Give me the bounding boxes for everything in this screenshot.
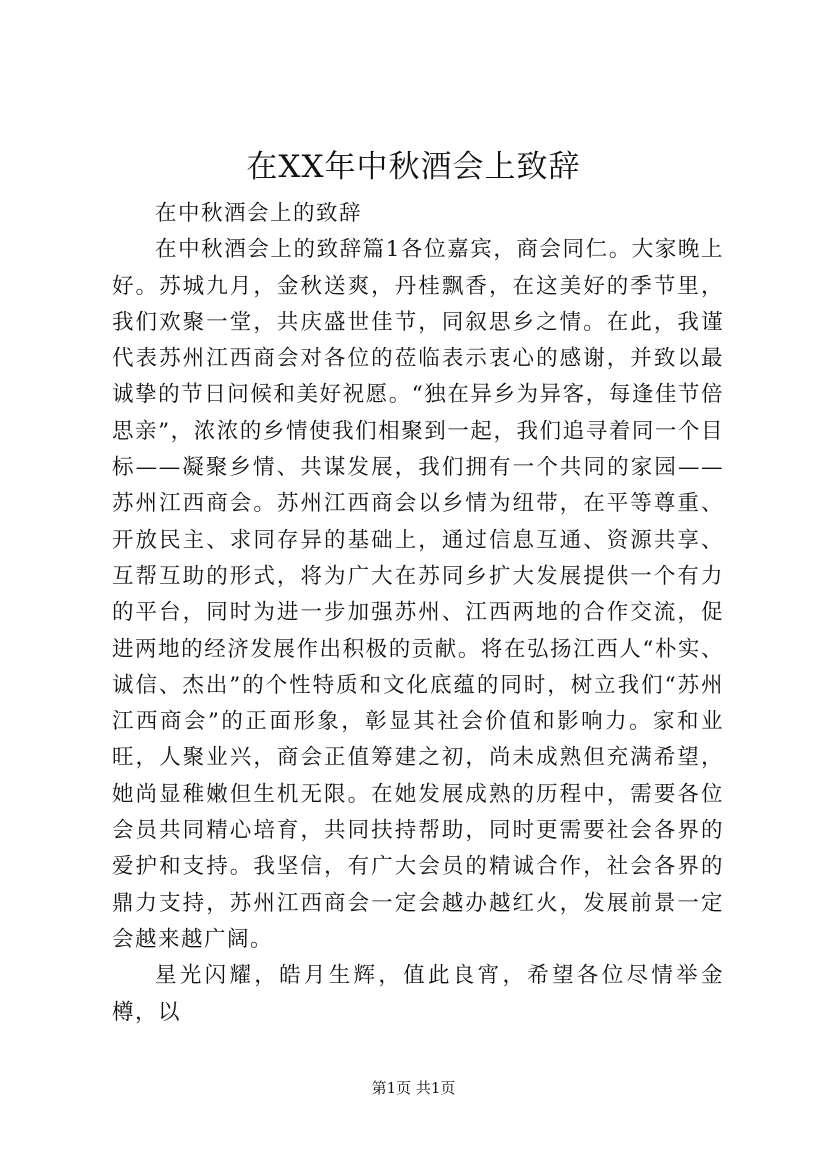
body-paragraph-2: 星光闪耀，皓月生辉，值此良宵，希望各位尽情举金樽，以 xyxy=(112,963,724,1025)
body-paragraph-1: 在中秋酒会上的致辞篇1各位嘉宾，商会同仁。大家晚上好。苏城九月，金秋送爽，丹桂飘香，在这美好的季节里，我们欢聚一堂，共庆盛世佳节，同叙思乡之情。在此，我谨代表苏州江西商会对各位的莅临表示衷心的感谢，并致以最诚挚的节日问候和美好祝愿。“独在异乡为异客，每逢佳节倍思亲”，浓浓的乡情使我们相聚到一起，我们追寻着同一个目标——凝聚乡情、共谋发展，我们拥有一个共同的家园——苏州江西商会。苏州江西商会以乡情为纽带，在平等尊重、开放民主、求同存异的基础上，通过信息互通、资源共享、互帮互助的形式，将为广大在苏同乡扩大发展提供一个有力的平台，同时为进一步加强苏州、江西两地的合作交流，促进两地的经济发展作出积极的贡献。将在弘扬江西人“朴实、诚信、杰出”的个性特质和文化底蕴的同时，树立我们“苏州江西商会”的正面形象，彰显其社会价值和影响力。家和业旺，人聚业兴，商会正值筹建之初，尚未成熟但充满希望，她尚显稚嫩但生机无限。在她发展成熟的历程中，需要各位会员共同精心培育，共同扶持帮助，同时更需要社会各界的爱护和支持。我坚信，有广大会员的精诚合作，社会各界的鼎力支持，苏州江西商会一定会越办越红火，发展前景一定会越来越广阔。 xyxy=(112,237,724,952)
document-subtitle: 在中秋酒会上的致辞 xyxy=(155,201,363,226)
document-title: 在XX年中秋酒会上致辞 xyxy=(246,149,581,185)
page-footer: 第1页 共1页 xyxy=(371,1079,456,1097)
document-body xyxy=(112,196,724,1031)
